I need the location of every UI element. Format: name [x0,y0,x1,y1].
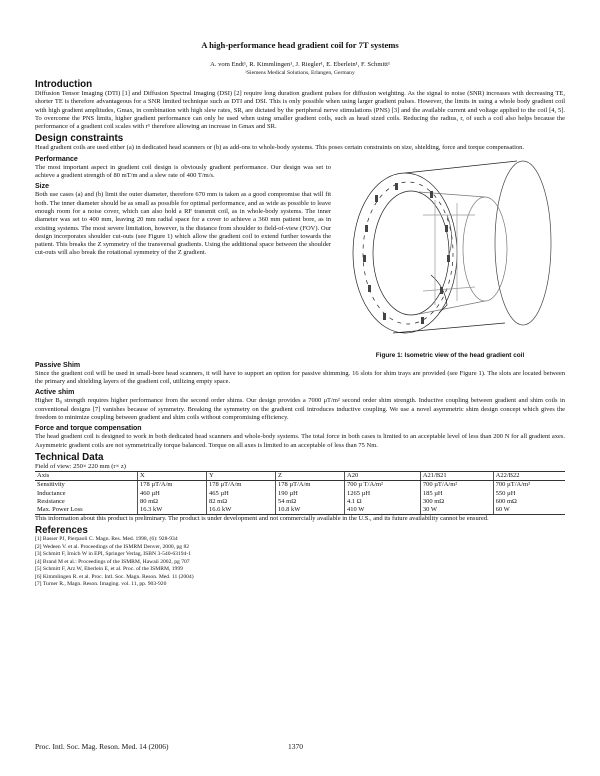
force-text: The head gradient coil is designed to work in both dedicated head scanners and whole-body systems. The total force in both cases is limited to an acceptable level of less than 200 N for all gradient axes. Asymmetric gradient coils are not symmetrically torque balanced. Torque on all axes is limited to an acceptable of less than 75 Nm. [35,433,565,449]
table-header-cell: Z [276,472,345,481]
reference-item: [3] Schmitt F, Irnich W in EPI, Springer Verlag, ISBN 3-540-63194-1 [35,551,192,558]
introduction-heading: Introduction [35,79,93,90]
table-header-row [35,472,565,481]
reference-item: [2] Wedeen V. et al. Proceedings of the ISMRM Denver, 2000, pg 82 [35,543,190,550]
references-heading: References [35,525,88,537]
passive-shim-text: Since the gradient coil will be used in small-bore head scanners, it will have to support an option for passive shimming. 16 slots for shim trays are provided (see Figure 1). The slots are located between the primary and shielding layers of the gradient coil, utilizing empty space. [35,369,565,386]
table-cell: 700 µ T/A/m² [345,481,421,490]
table-cell: 600 mΩ [493,498,565,506]
page-number: 1370 [288,742,303,751]
table-cell: Sensitivity [37,481,65,489]
force-heading: Force and torque compensation [35,425,142,433]
table-cell: 700 µT/A/m² [420,481,493,490]
reference-list [35,536,565,588]
table-row [35,498,565,506]
table-row [35,481,565,490]
table-cell: 460 µH [138,490,207,498]
table-header-cell: A20 [345,472,421,481]
table-header-cell: X [138,472,207,481]
technical-data-heading: Technical Data [35,451,104,463]
table-cell: 185 µH [420,490,493,498]
active-shim-heading: Active shim [35,389,75,397]
paper-page [35,28,565,588]
technical-data-table [35,471,565,515]
size-text: Both use cases (a) and (b) limit the outer diameter, therefore 670 mm is taken as a good compromise that will fit both. The inner diameter should be as small as possible for optimal performance, and as wide as possible to leave enough room for a noise cover, which can also hold a RF transmit coil, as in whole-body systems. The inner diameter was set to 400 mm, leaving 20 mm radial space for a cover to achieve a 360 mm patient bore, as in existing systems. The most severe limitation, however, is the distance from shoulder to field-of-view (FOV). Our design incorporates shoulder cut-outs (see Figure 1) which allow the gradient coil to extend further towards the patient. This breaks the Z symmetry of the transversal gradients. Using the additional space between the shoulder cut-outs will also break the rotational symmetry of the Z gradient. [35,191,331,257]
size-heading: Size [35,183,50,191]
field-of-view: Field of view: 250× 220 mm (r× z) [35,462,126,470]
table-cell: 465 µH [207,490,276,498]
table-header-cell: Axis [35,472,138,481]
table-cell: 10.8 kW [276,506,345,515]
table-cell: 4.1 Ω [345,498,421,506]
availability-note: This information about this product is preliminary. The product is under development and not commercially available in the U.S., and its future availability cannot be ensured. [35,515,489,523]
table-cell: 190 µH [276,490,345,498]
table-header-cell: A22/B22 [493,472,565,481]
table-cell: 178 µT/A/m [138,481,207,490]
left-column [35,153,331,258]
design-text: Head gradient coils are used either (a) in dedicated head scanners or (b) as add-ons to whole-body systems. This poses certain constraints on size, shielding, force and torque compensation. [35,144,525,152]
table-row [35,490,565,498]
table-cell: 54 mΩ [276,498,345,506]
reference-item: [5] Schmitt F, Arz W, Eberlein E, et al. Proc. of the ISMRM, 1999 [35,566,183,573]
table-header-cell: Y [207,472,276,481]
table-cell: 60 W [493,506,565,515]
table-cell: 178 µT/A/m [276,481,345,490]
page-footer [35,742,565,751]
affiliation: ¹Siemens Medical Solutions, Erlangen, Germany [245,70,355,76]
table-cell: 410 W [345,506,421,515]
table-cell: 82 mΩ [207,498,276,506]
reference-item: [1] Basser PJ, Pierpaoli C. Magn. Res. Med. 1998, (6): 928-934 [35,536,178,543]
introduction-text: Diffusion Tensor Imaging (DTI) [1] and Diffusion Spectral Imaging (DSI) [2] require long duration gradient pulses for diffusion weighting. As the signal to noise (SNR) increases with decreasing TE, shorter TE is therefore advantageous for a SNR limited technique such as DTI and DSI. This is only possible when using larger gradient pulses. However, the limits in using a whole body gradient coil with high gradient amplitudes, Gmax, in combination with high slew rates, SR, are dictated by the peripheral nerve stimulations (PNS) [3] and the available current and voltage applied to the coil [4, 5]. To overcome the PNS limits, higher gradient performance can only be used when using smaller gradient coils, such as head sized coils. Reducing the radius, r, of such a coil also helps because the performance of a gradient coil scales with r⁵ therefore allowing an increase in Gmax and SR. [35,90,565,131]
paper-title: A high-performance head gradient coil for 7T systems [201,40,399,50]
table-cell: 178 µT/A/m [207,481,276,490]
gradient-coil-illustration [335,155,565,345]
reference-item: [4] Brand M et al.: Proceedings of the ISMRM, Hawaii 2002, pg 707 [35,558,190,565]
table-cell: 700 µT/A/m² [493,481,565,490]
author-list: A. vom Endt¹, R. Kimmlingen¹, J. Riegler¹, E. Eberlein¹, F. Schmitt¹ [210,61,390,68]
performance-heading: Performance [35,155,78,163]
passive-shim-heading: Passive Shim [35,361,81,369]
figure-caption: Figure 1: Isometric view of the head gradient coil [375,351,525,359]
performance-text: The most important aspect in gradient coil design is obviously gradient performance. Our design was set to achieve a gradient strength of 80 mT/m and a slew rate of 400 T/m/s. [35,163,331,180]
table-cell: 16.6 kW [207,506,276,515]
table-cell: 80 mΩ [138,498,207,506]
active-shim-text: Higher B₀ strength requires higher performance from the second order shims. Our design provides a 7000 μT/m² second order shim strength. Inductive coupling between gradient and shim coils in conventional designs [7] vanishes because of symmetry. Breaking the symmetry on the gradient coil introduces inductive coupling. We use a novel asymmetric shim design concept which gives the freedom to minimize coupling between gradient and shim coils without compromising efficiency. [35,397,565,421]
table-cell: 550 µH [493,490,565,498]
table-cell: 30 W [420,506,493,515]
table-cell: Inductance [37,489,66,497]
table-cell: 16.3 kW [138,506,207,515]
table-cell: 1265 µH [345,490,421,498]
figure-1 [335,155,565,359]
proceedings-citation: Proc. Intl. Soc. Mag. Reson. Med. 14 (2006) [35,742,169,751]
two-column-block [35,153,565,359]
table-cell: Max. Power Loss [35,506,138,515]
table-row [35,506,565,515]
reference-item: [6] Kimmlingen R. et al. Proc. Intl. Soc. Magn. Reson. Med. 11 (2004) [35,573,194,580]
design-heading: Design constraints [35,133,124,145]
reference-item: [7] Turner R., Magn. Reson. Imaging. vol. 11, pp. 903-920 [35,580,167,587]
table-cell: Resistance [37,497,65,505]
table-header-cell: A21/B21 [420,472,493,481]
table-cell: 300 mΩ [420,498,493,506]
